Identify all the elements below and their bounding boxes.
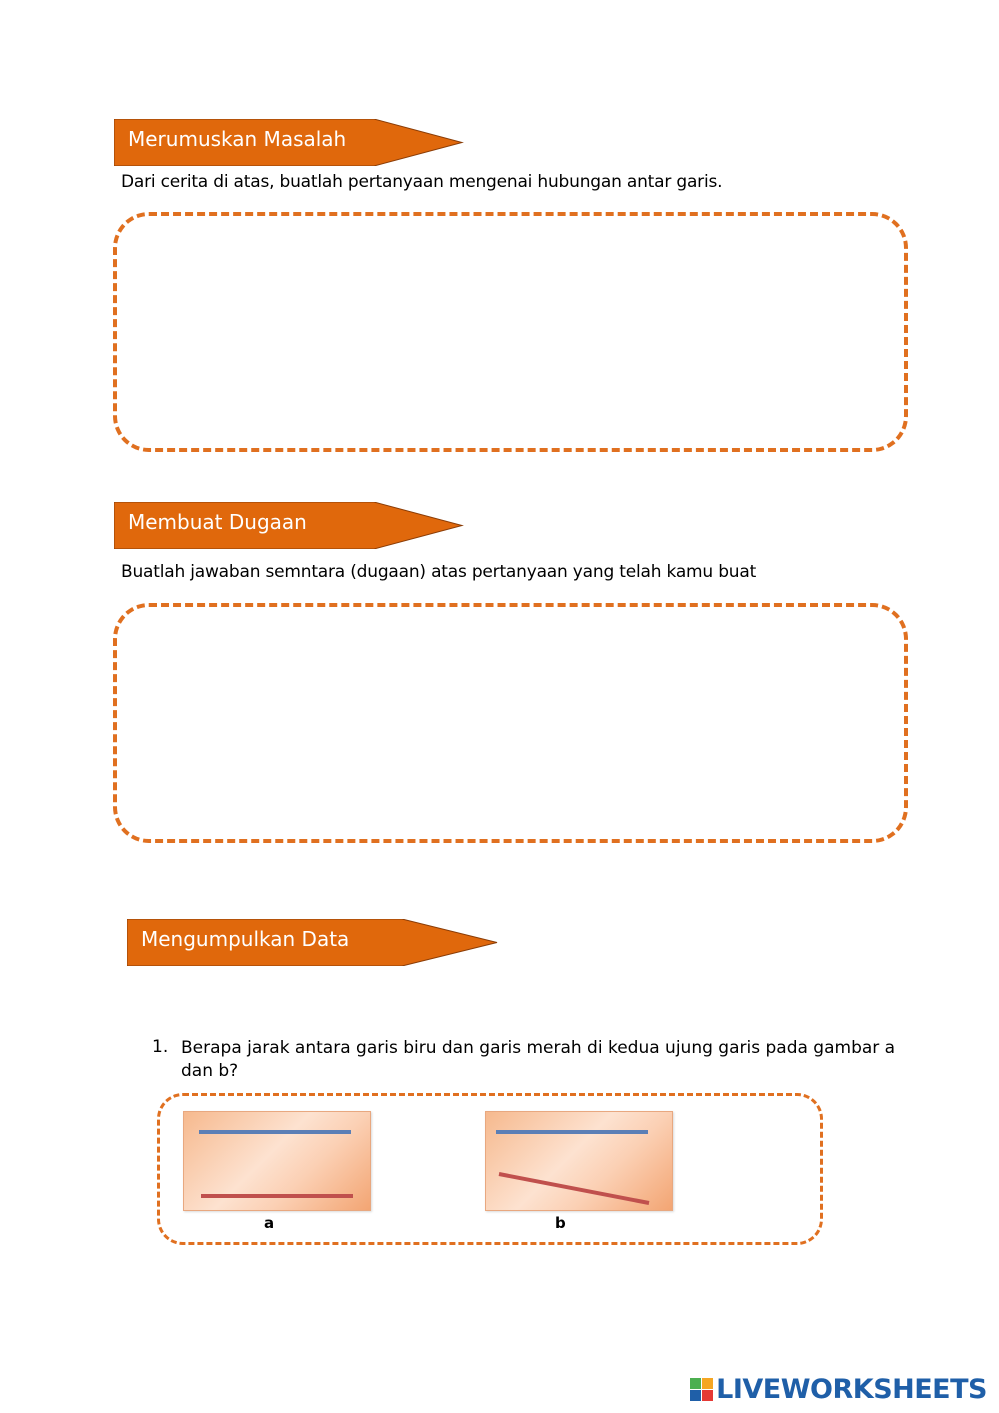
figure-panel-b [485, 1111, 673, 1211]
section-banner-mengumpulkan-data [127, 919, 499, 966]
section-title: Mengumpulkan Data [141, 927, 350, 951]
figure-label-b: b [555, 1214, 566, 1232]
answer-box-masalah[interactable] [113, 212, 908, 452]
question-number: 1. [152, 1037, 169, 1057]
liveworksheets-logo [690, 1374, 987, 1405]
section-prompt: Buatlah jawaban semntara (dugaan) atas pertanyaan yang telah kamu buat [121, 562, 757, 582]
section-title: Merumuskan Masalah [128, 127, 347, 151]
section-title: Membuat Dugaan [128, 510, 307, 534]
logo-text: LIVEWORKSHEETS [716, 1374, 987, 1405]
section-banner-merumuskan-masalah [114, 119, 464, 166]
figure-panel-a [183, 1111, 371, 1211]
question-text: Berapa jarak antara garis biru dan garis merah di kedua ujung garis pada gambar a dan b? [181, 1038, 896, 1081]
answer-box-dugaan[interactable] [113, 603, 908, 843]
figure-label-a: a [264, 1214, 275, 1232]
red-line [499, 1174, 649, 1203]
section-prompt: Dari cerita di atas, buatlah pertanyaan mengenai hubungan antar garis. [121, 172, 723, 192]
section-banner-membuat-dugaan [114, 502, 464, 549]
logo-icon [690, 1378, 713, 1401]
